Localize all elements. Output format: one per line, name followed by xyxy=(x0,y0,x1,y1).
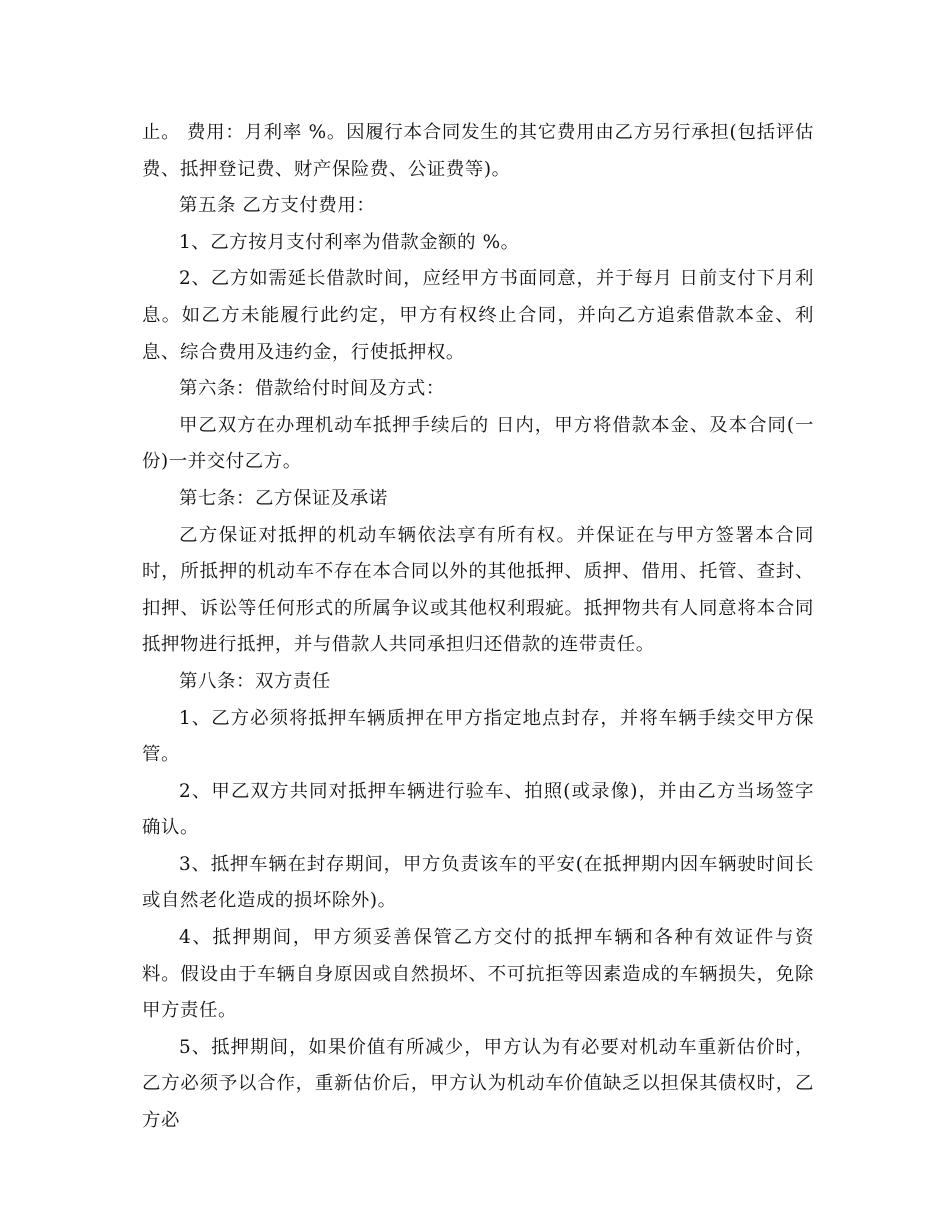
paragraph-article-8-item-5: 5、抵押期间，如果价值有所减少，甲方认为有必要对机动车重新估价时，乙方必须予以合作，重新估价后，甲方认为机动车价值缺乏以担保其债权时，乙方必 xyxy=(142,1036,814,1132)
paragraph-article-6: 甲乙双方在办理机动车抵押手续后的 日内，甲方将借款本金、及本合同(一份)一并交付乙方。 xyxy=(142,414,814,473)
paragraph-article-8-item-2: 2、甲乙双方共同对抵押车辆进行验车、拍照(或录像)，并由乙方当场签字确认。 xyxy=(142,780,814,839)
heading-article-7: 第七条：乙方保证及承诺 xyxy=(179,487,388,509)
heading-article-6: 第六条：借款给付时间及方式： xyxy=(179,378,445,400)
paragraph-article-5-item-1: 1、乙方按月支付利率为借款金额的 %。 xyxy=(179,231,520,253)
paragraph-article-5-item-2: 2、乙方如需延长借款时间，应经甲方书面同意，并于每月 日前支付下月利息。如乙方未能履行此约定，甲方有权终止合同，并向乙方追索借款本金、利息、综合费用及违约金，行使抵押权。 xyxy=(142,268,814,363)
paragraph-article-8-item-3: 3、抵押车辆在封存期间，甲方负责该车的平安(在抵押期内因车辆驶时间长或自然老化造成的损坏除外)。 xyxy=(142,853,814,912)
paragraph-article-7: 乙方保证对抵押的机动车辆依法享有所有权。并保证在与甲方签署本合同时，所抵押的机动车不存在本合同以外的其他抵押、质押、借用、托管、查封、扣押、诉讼等任何形式的所属争议或其他权利瑕疵。抵押物共有人同意将本合同抵押物进行抵押，并与借款人共同承担归还借款的连带责任。 xyxy=(142,524,814,656)
paragraph-article-8-item-4: 4、抵押期间，甲方须妥善保管乙方交付的抵押车辆和各种有效证件与资料。假设由于车辆自身原因或自然损坏、不可抗拒等因素造成的车辆损失，免除甲方责任。 xyxy=(142,927,814,1022)
heading-article-8: 第八条：双方责任 xyxy=(179,670,331,692)
paragraph-article-8-item-1: 1、乙方必须将抵押车辆质押在甲方指定地点封存，并将车辆手续交甲方保管。 xyxy=(142,707,814,766)
document-body xyxy=(142,115,814,1140)
heading-article-5: 第五条 乙方支付费用： xyxy=(179,195,376,217)
paragraph-fees: 止。 费用：月利率 %。因履行本合同发生的其它费用由乙方另行承担(包括评估费、抵押登记费、财产保险费、公证费等)。 xyxy=(142,122,814,180)
